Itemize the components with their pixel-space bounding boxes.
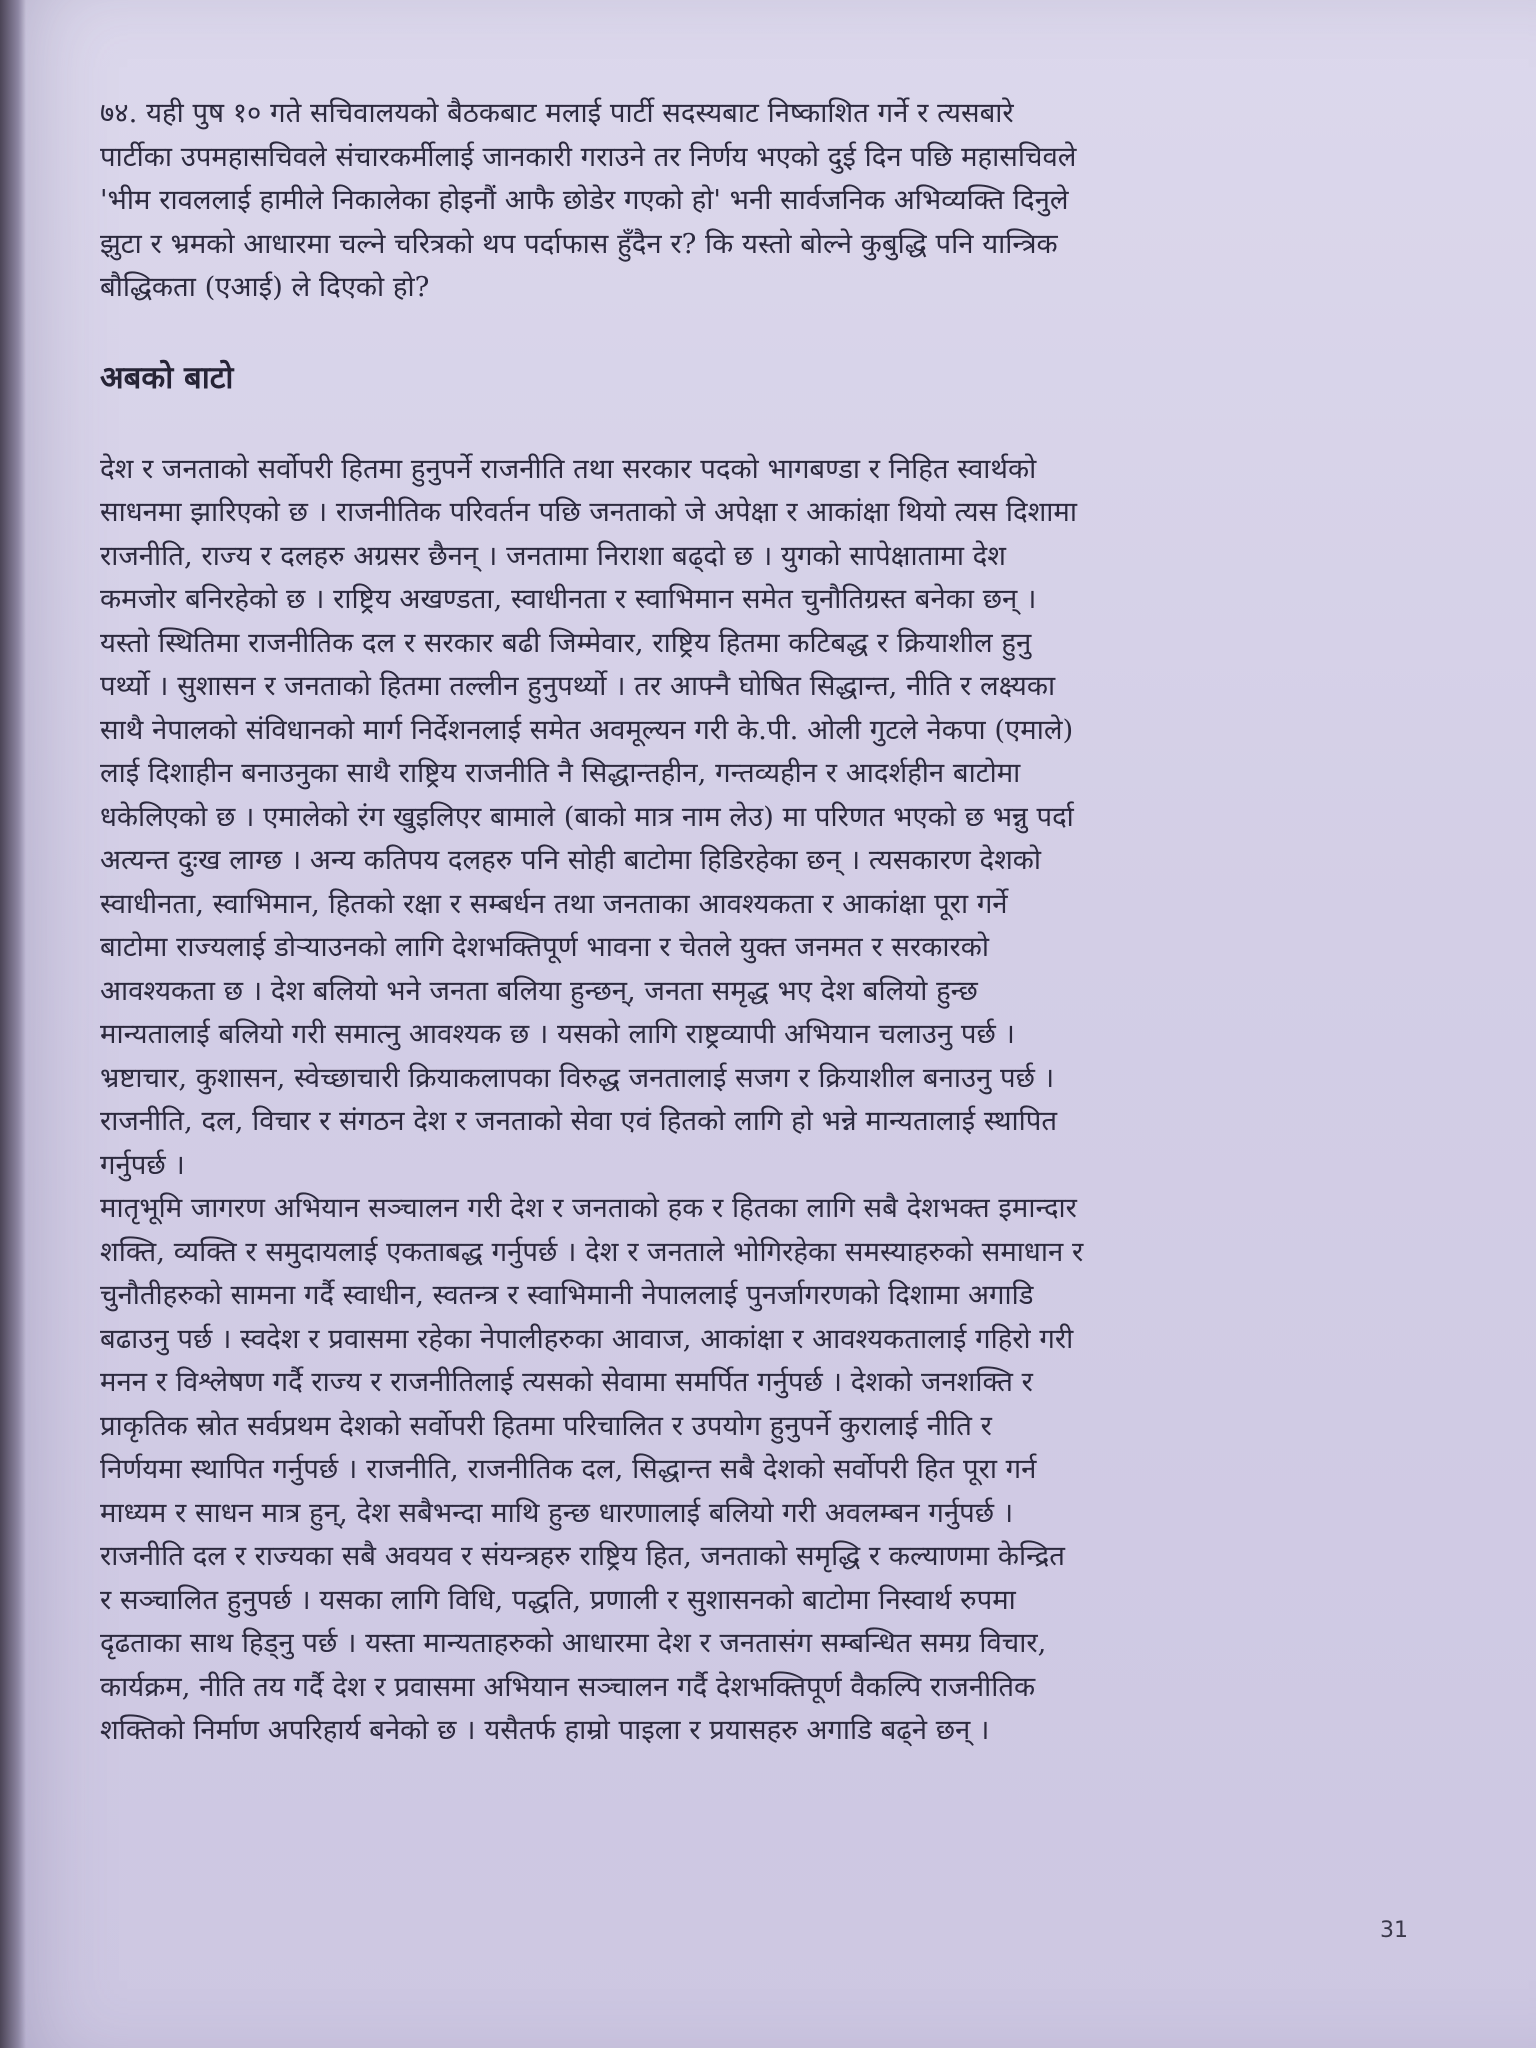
paragraph-2: देश र जनताको सर्वोपरी हितमा हुनुपर्ने राजनीति तथा सरकार पदको भागबण्डा र निहित स्वार्थको साधनमा झारिएको छ । राजनीतिक परिवर्तन पछि जनताको जे अपेक्षा र आकांक्षा थियो त्यस दिशामा राजनीति, राज्य र दलहरु अग्रसर छैनन् । जनतामा निराशा बढ्दो छ । युगको सापेक्षातामा देश कमजोर बनिरहेको छ । राष्ट्रिय अखण्डता, स्वाधीनता र स्वाभिमान समेत चुनौतिग्रस्त बनेका छन् । यस्तो स्थितिमा राजनीतिक दल र सरकार बढी जिम्मेवार, राष्ट्रिय हितमा कटिबद्ध र क्रियाशील हुनु पर्थ्यो । सुशासन र जनताको हितमा तल्लीन हुनुपर्थ्यो । तर आफ्नै घोषित सिद्धान्त, नीति र लक्ष्यका साथै नेपालको संविधानको मार्ग निर्देशनलाई समेत अवमूल्यन गरी के.पी. ओली गुटले नेकपा (एमाले) लाई दिशाहीन बनाउनुका साथै राष्ट्रिय राजनीति नै सिद्धान्तहीन, गन्तव्यहीन र आदर्शहीन बाटोमा धकेलिएको छ । एमालेको रंग खुइलिएर बामाले (बाको मात्र नाम लेउ) मा परिणत भएको छ भन्नु पर्दा अत्यन्त दुःख लाग्छ । अन्य कतिपय दलहरु पनि सोही बाटोमा हिडिरहेका छन् । त्यसकारण देशको स्वाधीनता, स्वाभिमान, हितको रक्षा र सम्बर्धन तथा जनताका आवश्यकता र आकांक्षा पूरा गर्ने बाटोमा राज्यलाई डोऱ्याउनको लागि देशभक्तिपूर्ण भावना र चेतले युक्त जनमत र सरकारको आवश्यकता छ । देश बलियो भने जनता बलिया हुन्छन्, जनता समृद्ध भए देश बलियो हुन्छ मान्यतालाई बलियो गरी समात्नु आवश्यक छ । यसको लागि राष्ट्रव्यापी अभियान चलाउनु पर्छ । भ्रष्टाचार, कुशासन, स्वेच्छाचारी क्रियाकलापका विरुद्ध जनतालाई सजग र क्रियाशील बनाउनु पर्छ । राजनीति, दल, विचार र संगठन देश र जनताको सेवा एवं हितको लागि हो भन्ने मान्यतालाई स्थापित गर्नुपर्छ ।	[100, 452, 1077, 1181]
paragraph-3: मातृभूमि जागरण अभियान सञ्चालन गरी देश र जनताको हक र हितका लागि सबै देशभक्त इमान्दार शक्ति, व्यक्ति र समुदायलाई एकताबद्ध गर्नुपर्छ । देश र जनताले भोगिरहेका समस्याहरुको समाधान र चुनौतीहरुको सामना गर्दै स्वाधीन, स्वतन्त्र र स्वाभिमानी नेपाललाई पुनर्जागरणको दिशामा अगाडि बढाउनु पर्छ । स्वदेश र प्रवासमा रहेका नेपालीहरुका आवाज, आकांक्षा र आवश्यकतालाई गहिरो गरी मनन र विश्लेषण गर्दै राज्य र राजनीतिलाई त्यसको सेवामा समर्पित गर्नुपर्छ । देशको जनशक्ति र प्राकृतिक स्रोत सर्वप्रथम देशको सर्वोपरी हितमा परिचालित र उपयोग हुनुपर्ने कुरालाई नीति र निर्णयमा स्थापित गर्नुपर्छ । राजनीति, राजनीतिक दल, सिद्धान्त सबै देशको सर्वोपरी हित पूरा गर्न माध्यम र साधन मात्र हुन्, देश सबैभन्दा माथि हुन्छ धारणालाई बलियो गरी अवलम्बन गर्नुपर्छ । राजनीति दल र राज्यका सबै अवयव र संयन्त्रहरु राष्ट्रिय हित, जनताको समृद्धि र कल्याणमा केन्द्रित र सञ्चालित हुनुपर्छ । यसका लागि विधि, पद्धति, प्रणाली र सुशासनको बाटोमा निस्वार्थ रुपमा दृढताका साथ हिड्नु पर्छ । यस्ता मान्यताहरुको आधारमा देश र जनतासंग सम्बन्धित समग्र विचार, कार्यक्रम, नीति तय गर्दै देश र प्रवासमा अभियान सञ्चालन गर्दै देशभक्तिपूर्ण वैकल्पि राजनीतिक शक्तिको निर्माण अपरिहार्य बनेको छ । यसैतर्फ हाम्रो पाइला र प्रयासहरु अगाडि बढ्ने छन् ।	[100, 1192, 1084, 1746]
book-gutter-shadow	[0, 0, 26, 2048]
page-number: 31	[1380, 1918, 1408, 1943]
paragraph-74: ७४. यही पुष १० गते सचिवालयको बैठकबाट मलाई पार्टी सदस्यबाट निष्काशित गर्ने र त्यसबारे पार्टीका उपमहासचिवले संचारकर्मीलाई जानकारी गराउने तर निर्णय भएको दुई दिन पछि महासचिवले 'भीम रावललाई हामीले निकालेका होइनौं आफै छोडेर गएको हो' भनी सार्वजनिक अभिव्यक्ति दिनुले झुटा र भ्रमको आधारमा चल्ने चरित्रको थप पर्दाफास हुँदैन र? कि यस्तो बोल्ने कुबुद्धि पनि यान्त्रिक बौद्धिकता (एआई) ले दिएको हो?	[100, 97, 1077, 303]
page-body	[100, 92, 1452, 1753]
section-heading: अबको बाटो	[100, 359, 234, 396]
